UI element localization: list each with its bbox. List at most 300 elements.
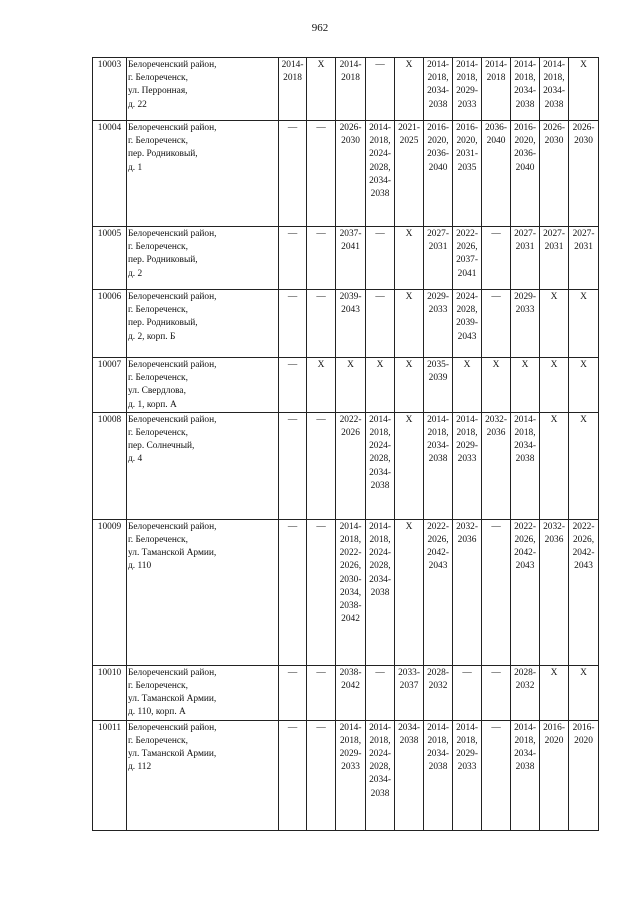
repair-period-cell: [482, 665, 511, 720]
period-line: 2038: [370, 480, 390, 491]
repair-period-cell: [307, 519, 336, 665]
period-line: X: [492, 360, 500, 370]
period-line: 2029-: [339, 749, 362, 760]
period-line: X: [580, 360, 587, 370]
period-line: 2039: [428, 373, 448, 384]
period-line: 2026,: [514, 535, 536, 546]
address-line: г. Белореченск,: [128, 428, 188, 439]
period-line: 2036-: [427, 149, 449, 160]
period-line: 2018,: [514, 735, 536, 746]
address-cell: [127, 227, 279, 290]
period-line: 2028,: [369, 762, 391, 773]
period-line: 2026: [341, 428, 360, 439]
address-cell: [127, 58, 279, 121]
period-line: 2028,: [456, 305, 478, 316]
period-line: X: [550, 292, 558, 302]
period-line: 2027-: [572, 229, 595, 239]
period-line: 2037-: [339, 229, 362, 239]
period-line: 2036-: [514, 149, 536, 160]
repair-period-cell: [540, 58, 569, 121]
period-line: X: [580, 60, 587, 70]
repair-period-cell: [511, 121, 540, 227]
address-line: д. 2, корп. Б: [128, 331, 176, 342]
repair-period-cell: [453, 720, 482, 830]
period-line: X: [463, 360, 471, 370]
repair-period-cell: [569, 290, 599, 358]
period-line: 2034-: [427, 749, 449, 760]
repair-period-cell: [366, 58, 395, 121]
period-line: 2039-: [339, 292, 362, 302]
repair-period-cell: [482, 58, 511, 121]
period-line: 2030: [544, 136, 564, 147]
period-line: —: [316, 292, 326, 302]
repair-period-cell: [511, 58, 540, 121]
period-line: 2014-: [427, 414, 449, 425]
period-line: 2029-: [456, 749, 478, 760]
object-number-cell: 10004: [93, 121, 127, 227]
period-line: 2035-: [427, 360, 449, 370]
period-line: X: [405, 414, 413, 425]
repair-period-cell: [336, 519, 366, 665]
repair-period-cell: [482, 121, 511, 227]
period-line: X: [405, 292, 413, 302]
period-line: X: [580, 667, 587, 678]
period-line: 2038: [428, 762, 448, 773]
period-line: 2038: [544, 99, 564, 110]
period-line: —: [287, 521, 298, 532]
period-line: 2030: [341, 136, 360, 147]
address-line: Белореченский район,: [128, 414, 217, 425]
period-line: 2022-: [427, 521, 449, 532]
repair-period-cell: [279, 665, 307, 720]
period-line: X: [550, 360, 558, 370]
repair-period-cell: [424, 121, 453, 227]
period-line: 2029-: [456, 86, 478, 97]
repair-period-cell: [453, 58, 482, 121]
period-line: 2018,: [543, 73, 565, 84]
period-line: 2034-: [369, 775, 391, 786]
period-line: 2018,: [369, 735, 391, 746]
period-line: 2018,: [456, 735, 478, 746]
period-line: 2034-: [369, 467, 391, 478]
repair-period-cell: [279, 227, 307, 290]
address-line: ул. Свердлова,: [128, 386, 186, 397]
repair-period-cell: [424, 358, 453, 413]
period-line: 2014-: [485, 60, 507, 70]
period-line: 2043: [515, 561, 535, 572]
object-number-cell: 10010: [93, 665, 127, 720]
period-line: 2026,: [339, 561, 362, 572]
repair-period-cell: [336, 358, 366, 413]
repair-period-cell: [424, 227, 453, 290]
period-line: 2034-: [514, 86, 536, 97]
period-line: —: [287, 123, 298, 133]
repair-period-cell: [569, 358, 599, 413]
address-line: Белореченский район,: [128, 229, 217, 239]
period-line: 2034-: [369, 175, 391, 186]
period-line: 2014-: [456, 722, 478, 733]
address-line: г. Белореченск,: [128, 681, 188, 692]
period-line: 2030: [574, 136, 593, 147]
period-line: 2028,: [369, 454, 391, 465]
period-line: 2027-: [427, 229, 449, 239]
table-row: [93, 412, 599, 519]
repair-period-cell: [540, 121, 569, 227]
period-line: 2014-: [369, 414, 391, 425]
table-row: [93, 227, 599, 290]
address-line: Белореченский район,: [128, 60, 217, 70]
repair-period-cell: [540, 358, 569, 413]
object-number-cell: 10007: [93, 358, 127, 413]
period-line: X: [580, 292, 587, 302]
repair-period-cell: [453, 358, 482, 413]
table-row: [93, 519, 599, 665]
repair-period-cell: [540, 227, 569, 290]
address-line: д. 4: [128, 454, 143, 465]
repair-period-cell: [307, 665, 336, 720]
repair-period-cell: [395, 227, 424, 290]
period-line: 2038: [515, 762, 535, 773]
period-line: 2036: [457, 535, 477, 546]
address-line: д. 22: [128, 99, 147, 110]
period-line: —: [287, 414, 298, 425]
repair-period-cell: [307, 358, 336, 413]
address-line: г. Белореченск,: [128, 735, 188, 746]
address-line: д. 1: [128, 162, 143, 173]
period-line: 2022-: [339, 548, 362, 559]
repair-period-cell: [424, 290, 453, 358]
period-line: 2018: [486, 73, 506, 84]
repair-period-cell: [336, 412, 366, 519]
period-line: 2038: [399, 735, 419, 746]
period-line: 2018: [341, 73, 360, 84]
period-line: 2022-: [456, 229, 478, 239]
period-line: 2025: [399, 136, 419, 147]
repair-period-cell: [511, 665, 540, 720]
repair-period-cell: [395, 720, 424, 830]
period-line: 2035: [457, 162, 477, 173]
period-line: —: [491, 722, 501, 733]
repair-period-cell: [366, 290, 395, 358]
period-line: —: [491, 229, 501, 239]
period-line: 2042-: [514, 548, 536, 559]
repair-period-cell: [307, 227, 336, 290]
repair-period-cell: [395, 58, 424, 121]
repair-period-cell: [453, 519, 482, 665]
period-line: —: [375, 60, 385, 70]
period-line: 2029-: [514, 292, 536, 302]
period-line: 2026,: [456, 242, 478, 253]
repair-period-cell: [424, 720, 453, 830]
repair-period-cell: [307, 290, 336, 358]
repair-period-cell: [511, 227, 540, 290]
period-line: 2014-: [514, 414, 536, 425]
period-line: 2037-: [456, 255, 478, 266]
period-line: —: [287, 722, 298, 733]
address-cell: [127, 412, 279, 519]
period-line: X: [405, 60, 413, 70]
address-cell: [127, 665, 279, 720]
repair-period-cell: [366, 121, 395, 227]
period-line: 2031: [515, 242, 535, 253]
period-line: 2024-: [456, 292, 478, 302]
object-number-cell: 10006: [93, 290, 127, 358]
repair-period-cell: [569, 720, 599, 830]
repair-period-cell: [511, 412, 540, 519]
address-line: ул. Перронная,: [128, 86, 188, 97]
address-line: г. Белореченск,: [128, 373, 188, 384]
repair-period-cell: [336, 58, 366, 121]
repair-period-cell: [366, 227, 395, 290]
period-line: 2014-: [339, 722, 362, 733]
repair-period-cell: [366, 720, 395, 830]
repair-period-cell: [336, 290, 366, 358]
period-line: 2034-: [369, 574, 391, 585]
repair-period-cell: [453, 412, 482, 519]
repair-period-cell: [279, 412, 307, 519]
period-line: —: [316, 722, 326, 733]
period-line: 2014-: [281, 60, 304, 70]
period-line: 2014-: [427, 60, 449, 70]
period-line: 2024-: [369, 749, 391, 760]
period-line: 2038-: [339, 667, 362, 678]
period-line: 2032-: [485, 414, 507, 425]
repair-period-cell: [511, 290, 540, 358]
repair-period-cell: [395, 358, 424, 413]
period-line: 2020,: [514, 136, 536, 147]
repair-period-cell: [540, 519, 569, 665]
period-line: 2018: [283, 73, 302, 84]
address-line: ул. Таманской Армии,: [128, 548, 217, 559]
period-line: X: [405, 521, 413, 532]
repair-period-cell: [366, 358, 395, 413]
period-line: X: [521, 360, 529, 370]
period-line: 2033: [457, 99, 477, 110]
period-line: 2018,: [369, 428, 391, 439]
period-line: 2038: [428, 454, 448, 465]
period-line: —: [491, 667, 501, 678]
address-line: г. Белореченск,: [128, 305, 188, 316]
period-line: 2014-: [543, 60, 565, 70]
period-line: X: [550, 414, 558, 425]
page-number: 962: [311, 22, 329, 34]
address-cell: [127, 121, 279, 227]
address-line: Белореченский район,: [128, 123, 217, 133]
period-line: 2034-: [427, 86, 449, 97]
period-line: 2016-: [572, 722, 595, 733]
period-line: 2036: [486, 428, 506, 439]
address-line: д. 110: [128, 561, 152, 572]
repair-period-cell: [336, 121, 366, 227]
repair-period-cell: [395, 519, 424, 665]
period-line: 2042: [341, 681, 360, 692]
period-line: 2014-: [369, 123, 391, 133]
object-number-cell: 10003: [93, 58, 127, 121]
period-line: 2022-: [514, 521, 536, 532]
repair-period-cell: [336, 720, 366, 830]
period-line: 2016-: [427, 123, 449, 133]
repair-period-cell: [482, 358, 511, 413]
repair-period-cell: [395, 290, 424, 358]
period-line: 2032: [428, 681, 448, 692]
period-line: 2020,: [427, 136, 449, 147]
period-line: 2038: [428, 99, 448, 110]
period-line: 2028,: [369, 561, 391, 572]
repair-period-cell: [395, 665, 424, 720]
repair-period-cell: [424, 665, 453, 720]
repair-period-cell: [482, 519, 511, 665]
repair-period-cell: [569, 665, 599, 720]
period-line: X: [317, 60, 325, 70]
period-line: 2018,: [427, 428, 449, 439]
repair-period-cell: [279, 58, 307, 121]
period-line: X: [405, 229, 413, 239]
repair-period-cell: [540, 290, 569, 358]
period-line: 2029-: [427, 292, 449, 302]
address-line: г. Белореченск,: [128, 535, 188, 546]
period-line: 2018,: [514, 428, 536, 439]
capital-repair-schedule-table: [92, 57, 599, 831]
period-line: 2034-: [514, 441, 536, 452]
period-line: 2029-: [456, 441, 478, 452]
repair-period-cell: [279, 121, 307, 227]
period-line: 2038-: [339, 601, 362, 612]
period-line: 2042-: [572, 548, 595, 559]
repair-period-cell: [366, 412, 395, 519]
repair-period-cell: [424, 412, 453, 519]
address-line: пер. Солнечный,: [128, 441, 195, 452]
table-row: [93, 665, 599, 720]
period-line: 2033: [428, 305, 448, 316]
address-line: Белореченский район,: [128, 360, 217, 370]
address-cell: [127, 290, 279, 358]
period-line: 2036-: [485, 123, 507, 133]
repair-period-cell: [336, 227, 366, 290]
period-line: 2014-: [514, 60, 536, 70]
period-line: 2020: [574, 735, 593, 746]
address-line: Белореченский район,: [128, 521, 217, 532]
address-line: пер. Родниковый,: [128, 149, 198, 160]
repair-period-cell: [569, 121, 599, 227]
period-line: 2028-: [514, 667, 536, 678]
period-line: 2038: [515, 99, 535, 110]
period-line: 2016-: [514, 123, 536, 133]
period-line: 2028,: [369, 162, 391, 173]
object-number-cell: 10005: [93, 227, 127, 290]
table-row: [93, 290, 599, 358]
repair-period-cell: [366, 519, 395, 665]
repair-period-cell: [424, 519, 453, 665]
period-line: 2018,: [339, 735, 362, 746]
period-line: 2038: [370, 587, 390, 598]
period-line: 2018,: [369, 136, 391, 147]
period-line: 2020,: [456, 136, 478, 147]
period-line: 2043: [457, 331, 477, 342]
repair-period-cell: [307, 412, 336, 519]
period-line: —: [287, 667, 298, 678]
repair-period-cell: [336, 665, 366, 720]
period-line: 2042-: [427, 548, 449, 559]
period-line: 2018,: [427, 73, 449, 84]
repair-period-cell: [511, 519, 540, 665]
period-line: —: [375, 229, 385, 239]
period-line: 2036: [544, 535, 564, 546]
period-line: X: [317, 360, 325, 370]
address-cell: [127, 519, 279, 665]
table-row: [93, 58, 599, 121]
object-number-cell: 10009: [93, 519, 127, 665]
period-line: 2016-: [456, 123, 478, 133]
address-line: Белореченский район,: [128, 292, 217, 302]
period-line: 2014-: [427, 722, 449, 733]
repair-period-cell: [540, 665, 569, 720]
repair-period-cell: [453, 121, 482, 227]
period-line: 2040: [428, 162, 448, 173]
repair-period-cell: [482, 412, 511, 519]
repair-period-cell: [540, 720, 569, 830]
period-line: 2038: [515, 454, 535, 465]
period-line: 2014-: [369, 722, 391, 733]
address-line: ул. Таманской Армии,: [128, 694, 217, 705]
address-line: г. Белореченск,: [128, 73, 188, 84]
period-line: 2014-: [339, 521, 362, 532]
period-line: 2016-: [543, 722, 565, 733]
period-line: 2038: [370, 788, 390, 799]
period-line: 2014-: [456, 414, 478, 425]
repair-period-cell: [307, 720, 336, 830]
period-line: —: [287, 360, 298, 370]
period-line: —: [316, 123, 326, 133]
repair-period-cell: [366, 665, 395, 720]
period-line: 2030-: [339, 574, 362, 585]
period-line: 2033: [515, 305, 535, 316]
period-line: 2026,: [572, 535, 595, 546]
period-line: 2033: [341, 762, 360, 773]
address-cell: [127, 720, 279, 830]
period-line: 2024-: [369, 441, 391, 452]
period-line: 2037: [399, 681, 419, 692]
period-line: —: [316, 667, 326, 678]
period-line: X: [376, 360, 384, 370]
period-line: —: [491, 292, 501, 302]
period-line: 2040: [486, 136, 506, 147]
period-line: —: [375, 667, 385, 678]
period-line: 2034-: [398, 722, 420, 733]
period-line: 2014-: [339, 60, 362, 70]
repair-period-cell: [482, 227, 511, 290]
period-line: 2034-: [543, 86, 565, 97]
repair-period-cell: [279, 290, 307, 358]
period-line: 2014-: [369, 521, 391, 532]
period-line: 2024-: [369, 149, 391, 160]
period-line: 2026-: [572, 123, 595, 133]
period-line: 2028-: [427, 667, 449, 678]
period-line: 2033: [457, 454, 477, 465]
period-line: 2024-: [369, 548, 391, 559]
period-line: 2034-: [427, 441, 449, 452]
period-line: 2039-: [456, 318, 478, 329]
repair-period-cell: [482, 290, 511, 358]
address-line: Белореченский район,: [128, 667, 217, 678]
address-line: Белореченский район,: [128, 722, 217, 733]
period-line: 2027-: [514, 229, 536, 239]
repair-period-cell: [453, 227, 482, 290]
repair-period-cell: [307, 121, 336, 227]
repair-period-cell: [279, 358, 307, 413]
period-line: —: [491, 521, 501, 532]
period-line: 2027-: [543, 229, 565, 239]
table-row: [93, 121, 599, 227]
